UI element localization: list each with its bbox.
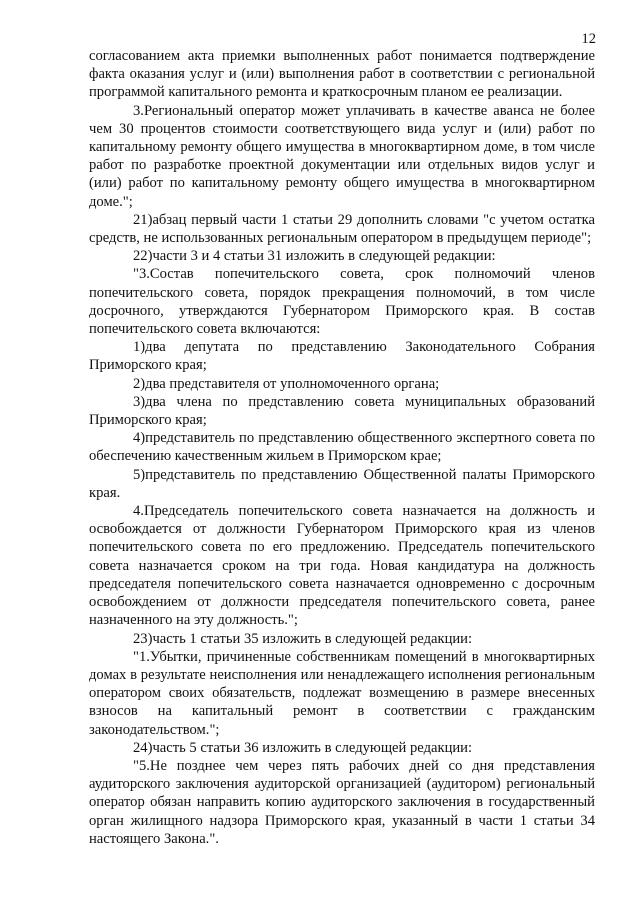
paragraph-audit-report: "5.Не позднее чем через пять рабочих дней со дня представления аудиторского заключения аудиторской организацией (аудитором) региональный оператор обязан направить копию аудиторского заключения в государственный орган жилищного надзора Приморского края, указанный в части 1 статьи 34 настоящего Закона.". (89, 757, 595, 847)
paragraph-amendment-21: 21)абзац первый части 1 статьи 29 дополнить словами "с учетом остатка средств, не использованных региональным оператором в предыдущем периоде"; (89, 211, 595, 247)
paragraph-amendment-24: 24)часть 5 статьи 36 изложить в следующей редакции: (133, 739, 473, 756)
page-number: 12 (581, 31, 596, 47)
paragraph-amendment-22: 22)части 3 и 4 статьи 31 изложить в следующей редакции: (133, 248, 496, 265)
list-item-5: 5)представитель по представлению Общественной палаты Приморского края. (89, 466, 595, 501)
paragraph-board-composition: "3.Состав попечительского совета, срок полномочий членов попечительского совета, порядок прекращения полномочий, в том числе досрочного, утверждаются Губернатором Приморского края. В состав попечительского совета включаются: (89, 266, 595, 338)
document-body (89, 47, 595, 848)
paragraph-continuation: согласованием акта приемки выполненных работ понимается подтверждение факта оказания услуг и (или) выполнения работ в соответствии с региональной программой капитального ремонта и краткосрочным планом ее реализации. (89, 48, 595, 101)
list-item-4: 4)представитель по представлению общественного экспертного совета по обеспечению качественным жильем в Приморском крае; (89, 430, 595, 465)
paragraph-board-chairman: 4.Председатель попечительского совета назначается на должность и освобождается от должности Губернатором Приморского края из членов попечительского совета по его предложению. Председатель попечительского совета назначается сроком на три года. Новая кандидатура на должность председателя попечительского совета назначается одновременно с досрочным освобождением от должности председателя попечительского совета, ранее назначенного на эту должность."; (89, 503, 595, 629)
list-item-1: 1)два депутата по представлению Законодательного Собрания Приморского края; (89, 339, 595, 374)
paragraph-advance-payment: 3.Региональный оператор может уплачивать в качестве аванса не более чем 30 процентов стоимости соответствующего вида услуг и (или) работ по капитальному ремонту общего имущества в многоквартирном доме, в том числе работ по разработке проектной документации или отдельных видов услуг и (или) работ по капитальному ремонту общего имущества в многоквартирном доме."; (89, 102, 595, 210)
list-item-3: 3)два члена по представлению совета муниципальных образований Приморского края; (89, 393, 595, 429)
paragraph-amendment-23: 23)часть 1 статьи 35 изложить в следующей редакции: (133, 630, 473, 647)
paragraph-losses: "1.Убытки, причиненные собственникам помещений в многоквартирных домах в результате неисполнения или ненадлежащего исполнения региональным оператором своих обязательств, подлежат возмещению в размере внесенных взносов на капитальный ремонт в соответствии с гражданским законодательством."; (89, 648, 595, 738)
list-item-2: 2)два представителя от уполномоченного органа; (133, 375, 440, 392)
